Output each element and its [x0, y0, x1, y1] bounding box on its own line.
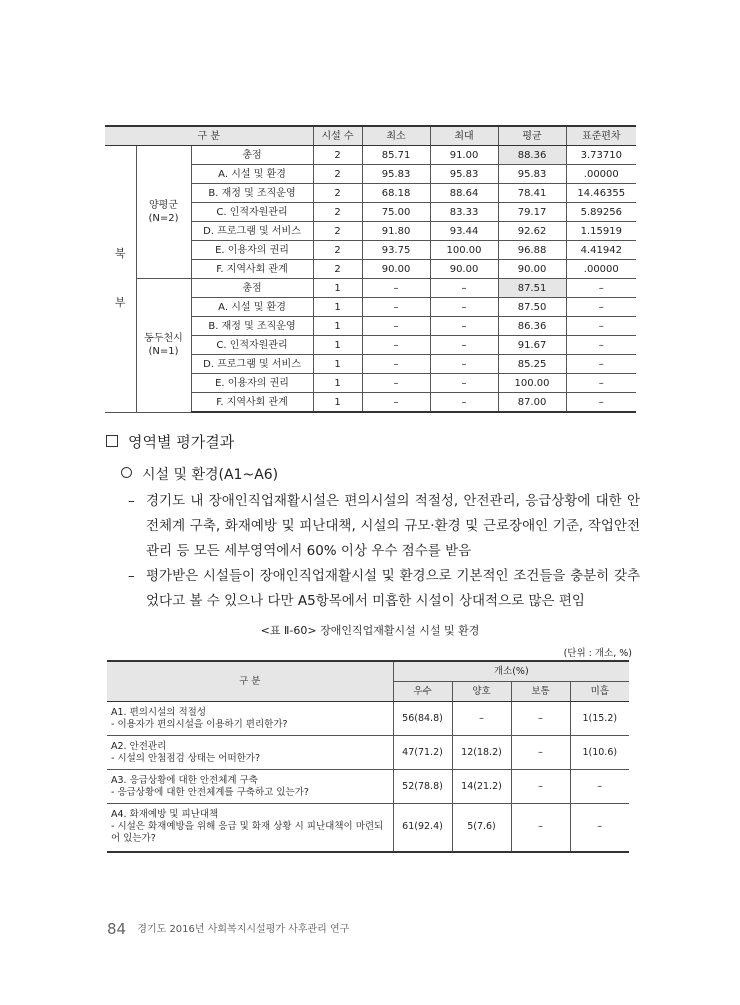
cell-max: 83.33	[430, 203, 498, 222]
cell-good: 5(7.6)	[452, 804, 511, 852]
cell-sd: –	[566, 355, 636, 374]
cell-average: –	[511, 804, 570, 852]
cell-n: 2	[313, 241, 362, 260]
cell-max: 93.44	[430, 222, 498, 241]
cell-sd: 5.89256	[566, 203, 636, 222]
header-group: 개소(%)	[393, 661, 629, 682]
table-row	[107, 770, 629, 804]
header-sd: 표준편차	[566, 126, 636, 146]
item-label: D. 프로그램 및 서비스	[191, 222, 313, 241]
cell-n: 1	[313, 336, 362, 355]
group-name: 동두천시 (N=1)	[136, 279, 191, 413]
header-count: 시설 수	[313, 126, 362, 146]
page-footer	[107, 920, 349, 938]
item-title: A1. 편의시설의 적절성	[111, 706, 207, 718]
cell-sd: .00000	[566, 165, 636, 184]
cell-sd: 1.15919	[566, 222, 636, 241]
header-min: 최소	[362, 126, 430, 146]
table-row	[107, 736, 629, 770]
cell-sd: 3.73710	[566, 146, 636, 165]
table-header-row	[105, 126, 636, 146]
cell-avg: 90.00	[498, 260, 566, 279]
region-label	[105, 146, 136, 413]
item-desc: - 시설의 안첨점검 상태는 어떠한가?	[111, 752, 261, 764]
cell-sd: –	[566, 279, 636, 298]
cell-average: –	[511, 702, 570, 736]
cell-avg: 87.00	[498, 393, 566, 413]
cell-n: 2	[313, 146, 362, 165]
cell-good: 14(21.2)	[452, 770, 511, 804]
cell-n: 1	[313, 393, 362, 413]
cell-max: –	[430, 279, 498, 298]
cell-max: –	[430, 393, 498, 413]
item-label: B. 재정 및 조직운영	[191, 184, 313, 203]
group-name: 양평군 (N=2)	[136, 146, 191, 279]
item-label: 총점	[191, 279, 313, 298]
item-label: 총점	[191, 146, 313, 165]
cell-max: –	[430, 374, 498, 393]
cell-min: 95.83	[362, 165, 430, 184]
cell-sd: –	[566, 317, 636, 336]
cell-min: –	[362, 336, 430, 355]
cell-min: –	[362, 279, 430, 298]
cell-min: 93.75	[362, 241, 430, 260]
header-gubun: 구 분	[105, 126, 313, 146]
bullet-text: 평가받은 시설들이 장애인직업재활시설 및 환경으로 기본적인 조건들을 충분히 갖추었다고 볼 수 있으나 다만 A5항목에서 미흡한 시설이 상대적으로 많은 편임	[146, 568, 640, 609]
cell-good: –	[452, 702, 511, 736]
cell-sd: –	[566, 374, 636, 393]
table-header-row	[107, 661, 629, 682]
item-title: A4. 화재예방 및 피난대책	[111, 809, 219, 821]
cell-excellent: 47(71.2)	[393, 736, 452, 770]
cell-n: 1	[313, 355, 362, 374]
item-label: F. 지역사회 관계	[191, 260, 313, 279]
cell-max: 90.00	[430, 260, 498, 279]
cell-poor: 1(10.6)	[570, 736, 629, 770]
cell-n: 2	[313, 184, 362, 203]
cell-avg: 100.00	[498, 374, 566, 393]
cell-n: 2	[313, 222, 362, 241]
checkbox-square-icon	[106, 435, 118, 447]
table-row	[107, 702, 629, 736]
cell-good: 12(18.2)	[452, 736, 511, 770]
cell-max: 95.83	[430, 165, 498, 184]
cell-sd: –	[566, 393, 636, 413]
subsection-title: 시설 및 환경(A1~A6)	[142, 467, 279, 483]
cell-min: 85.71	[362, 146, 430, 165]
bullet-item	[128, 564, 640, 614]
cell-max: 88.64	[430, 184, 498, 203]
cell-min: 90.00	[362, 260, 430, 279]
header-good: 양호	[452, 682, 511, 702]
cell-max: –	[430, 317, 498, 336]
cell-poor: –	[570, 804, 629, 852]
table-caption: <표 Ⅱ-60> 장애인직업재활시설 시설 및 환경	[260, 624, 480, 637]
cell-avg: 95.83	[498, 165, 566, 184]
cell-poor: 1(15.2)	[570, 702, 629, 736]
cell-max: –	[430, 298, 498, 317]
item-cell	[107, 804, 393, 852]
cell-avg: 79.17	[498, 203, 566, 222]
cell-sd: .00000	[566, 260, 636, 279]
circle-bullet-icon	[121, 467, 132, 478]
cell-excellent: 61(92.4)	[393, 804, 452, 852]
item-label: C. 인적자원관리	[191, 336, 313, 355]
table-row	[107, 804, 629, 852]
cell-avg: 78.41	[498, 184, 566, 203]
cell-sd: 4.41942	[566, 241, 636, 260]
cell-min: –	[362, 298, 430, 317]
cell-avg: 92.62	[498, 222, 566, 241]
cell-max: 91.00	[430, 146, 498, 165]
bullet-item	[128, 489, 640, 564]
header-gubun: 구 분	[107, 661, 393, 702]
cell-max: –	[430, 336, 498, 355]
item-desc: - 이용자가 편의시설을 이용하기 편리한가?	[111, 718, 288, 730]
header-poor: 미흡	[570, 682, 629, 702]
facility-environment-table	[107, 660, 629, 853]
table-row	[105, 279, 636, 298]
item-label: F. 지역사회 관계	[191, 393, 313, 413]
cell-sd: –	[566, 298, 636, 317]
cell-sd: 14.46355	[566, 184, 636, 203]
item-cell	[107, 736, 393, 770]
cell-avg: 87.51	[498, 279, 566, 298]
footer-text: 경기도 2016년 사회복지시설평가 사후관리 연구	[137, 924, 350, 935]
cell-min: 91.80	[362, 222, 430, 241]
cell-avg: 88.36	[498, 146, 566, 165]
dash-icon: –	[128, 568, 135, 584]
section-title: 영역별 평가결과	[128, 433, 235, 451]
region-label-char: 북	[114, 247, 126, 261]
cell-min: 75.00	[362, 203, 430, 222]
unit-note: (단위 : 개소, %)	[563, 648, 632, 659]
subsection-heading	[121, 465, 278, 485]
table-row	[105, 146, 636, 165]
cell-max: 100.00	[430, 241, 498, 260]
item-desc: - 시설은 화재예방을 위해 응급 및 화재 상황 시 피난대책이 마련되어 있는가?	[111, 821, 384, 845]
item-cell	[107, 770, 393, 804]
item-label: E. 이용자의 권리	[191, 241, 313, 260]
cell-min: –	[362, 317, 430, 336]
bullet-list	[128, 489, 640, 614]
item-label: B. 재정 및 조직운영	[191, 317, 313, 336]
cell-n: 2	[313, 203, 362, 222]
cell-n: 1	[313, 374, 362, 393]
cell-n: 2	[313, 260, 362, 279]
cell-excellent: 56(84.8)	[393, 702, 452, 736]
page-number: 84	[107, 920, 127, 938]
header-max: 최대	[430, 126, 498, 146]
item-label: D. 프로그램 및 서비스	[191, 355, 313, 374]
cell-min: –	[362, 393, 430, 413]
dash-icon: –	[128, 493, 135, 509]
cell-poor: –	[570, 770, 629, 804]
cell-average: –	[511, 770, 570, 804]
item-title: A3. 응급상황에 대한 안전체계 구축	[111, 774, 258, 786]
bullet-text: 경기도 내 장애인직업재활시설은 편의시설의 적절성, 안전관리, 응급상황에 대한 안전체계 구축, 화재예방 및 피난대책, 시설의 규모·환경 및 근로장애인 기준, 작업안전관리 등 모든 세부영역에서 60% 이상 우수 점수를 받음	[146, 493, 640, 559]
cell-min: 68.18	[362, 184, 430, 203]
item-cell	[107, 702, 393, 736]
evaluation-score-table	[105, 125, 636, 413]
item-title: A2. 안전관리	[111, 740, 167, 752]
cell-avg: 85.25	[498, 355, 566, 374]
cell-min: –	[362, 355, 430, 374]
item-label: E. 이용자의 권리	[191, 374, 313, 393]
cell-excellent: 52(78.8)	[393, 770, 452, 804]
item-label: C. 인적자원관리	[191, 203, 313, 222]
cell-max: –	[430, 355, 498, 374]
cell-avg: 87.50	[498, 298, 566, 317]
cell-n: 1	[313, 317, 362, 336]
header-avg: 평균	[498, 126, 566, 146]
cell-avg: 86.36	[498, 317, 566, 336]
cell-n: 1	[313, 298, 362, 317]
header-average: 보통	[511, 682, 570, 702]
header-excellent: 우수	[393, 682, 452, 702]
cell-average: –	[511, 736, 570, 770]
section-heading	[106, 432, 234, 452]
item-label: A. 시설 및 환경	[191, 298, 313, 317]
item-label: A. 시설 및 환경	[191, 165, 313, 184]
cell-sd: –	[566, 336, 636, 355]
cell-n: 2	[313, 165, 362, 184]
item-desc: - 응급상황에 대한 안전체계를 구축하고 있는가?	[111, 786, 309, 798]
cell-avg: 96.88	[498, 241, 566, 260]
cell-min: –	[362, 374, 430, 393]
region-label-char: 부	[114, 295, 126, 309]
cell-n: 1	[313, 279, 362, 298]
cell-avg: 91.67	[498, 336, 566, 355]
